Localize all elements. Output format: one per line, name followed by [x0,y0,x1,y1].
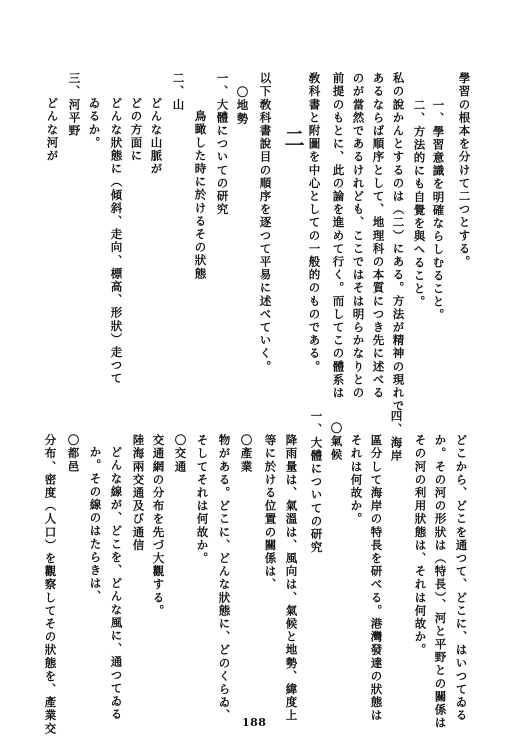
text-column: どんな狀態に（傾斜、走向、標高、形狀）走つて [109,97,124,386]
text-column: のが當然であるけれども、ここではそは明らかなりとの [351,72,366,400]
text-column: 敎科書と附圖を中心としての一般的のものである。 [307,72,322,374]
text-column: 一、學習意識を明確ならしむること。 [431,99,446,322]
text-column: 等に於ける位置の關係は、 [263,434,278,592]
text-column: 陸海兩交通及び通信 [131,434,146,552]
section-number: 二 [281,128,305,148]
text-column: どんな山脈が [149,97,164,176]
text-column: 交通網の分布を先づ大觀する。 [151,434,166,618]
text-column: 分布、密度（人口）を觀察してその狀態を、產業交 [43,434,58,736]
text-column: 〇都邑 [66,434,81,474]
text-column: 一、大體についての研究 [215,72,230,217]
text-column: どの方面に [129,97,144,163]
text-column: ゐるか。 [87,97,102,150]
text-column: 以下敎科書說目の順序を逐つて平易に述べていく。 [258,72,273,374]
text-column: 學習の根本を分けて二つとする。 [457,72,472,269]
text-column: 〇交通 [173,434,188,474]
text-column: 〇產業 [239,434,254,474]
text-column: か。その河の形狀は（特長）、河と平野との關係は [433,434,448,730]
text-column: 四、海岸 [389,410,404,463]
text-column: 物がある。どこに、どんな狀態に、どのくらゐ、 [217,434,232,723]
text-column: どこから、どこを通つて、どこに、はいつてゐる [454,434,469,723]
text-column: 降雨量は、氣溫は、風向は、氣候と地勢、緯度上 [284,434,299,723]
text-column: か。その線のはたらきは、 [88,446,103,604]
text-column: そしてそれは何故か。 [195,434,210,565]
text-column: 區分して海岸の特長を研べる。港灣發達の狀態は [369,434,384,723]
page-number: 188 [242,716,267,729]
text-column: 鳥瞰した時に於けるその狀態 [193,110,208,281]
text-column: 二、山 [171,72,186,112]
text-column: 〇氣候 [329,422,344,462]
text-column: 三、河平野 [67,72,82,138]
text-column: 一、大體についての研究 [309,410,324,555]
text-column: どんな河が [45,97,60,163]
text-column: その河の利用狀態は、それは何故か。 [413,434,428,657]
text-column: 私の說かんとするのは（二）にある。方法が精神の現れで [391,72,406,413]
text-column: どんな線が、どこを、どんな風に、通つてゐる [109,446,124,722]
text-column: あるならば順序として、地理科の本質につき先に述べる [371,72,386,400]
text-column: 前提のもとに、此の論を進めて行く。而してこの體系は [331,72,346,400]
text-column: 二、方法的にも自覺を與へること。 [412,99,427,309]
text-column: 〇地勢 [235,86,250,126]
text-column: それは何故か。 [349,434,364,526]
